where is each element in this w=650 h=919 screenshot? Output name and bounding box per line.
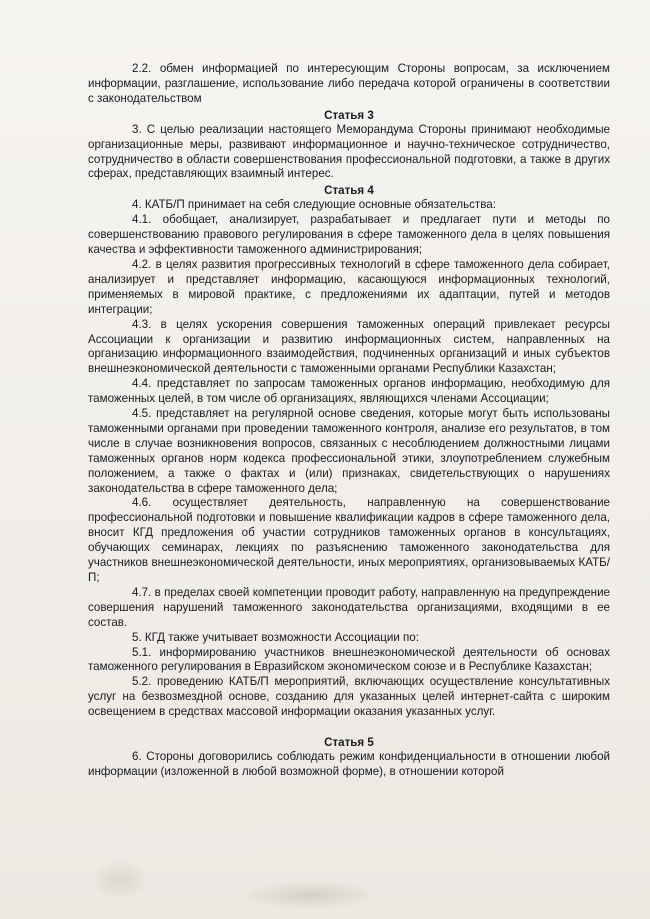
paragraph-4-6: 4.6. осуществляет деятельность, направленную на совершенствование профессиональной подготовки и повышение квалификации кадров в сфере таможенного дела, вносит КГД предложения об участии сотрудников таможенных органов в консультациях, обучающих семинарах, лекциях по разъяснению таможенного законодательства для участников внешнеэкономической деятельности, иных мероприятиях, организовываемых КАТБ/П;	[88, 496, 610, 584]
paragraph-4-1: 4.1. обобщает, анализирует, разрабатывает и предлагает пути и методы по совершенствованию правового регулирования в сфере таможенного дела в целях повышения качества и эффективности таможенного администрирования;	[88, 213, 610, 257]
heading-article-4: Статья 4	[324, 184, 374, 198]
paragraph-4-2: 4.2. в целях развития прогрессивных технологий в сфере таможенного дела собирает, анализирует и представляет информацию, касающуюся информационных технологий, применяемых в мировой практике, с предложениями их адаптации, путей и методов интеграции;	[88, 257, 610, 316]
paper-stain	[90, 860, 150, 900]
paragraph-6: 6. Стороны договорились соблюдать режим конфиденциальности в отношении любой информации (изложенной в любой возможной форме), в отношении которой	[88, 750, 610, 778]
paragraph-4-3: 4.3. в целях ускорения совершения таможенных операций привлекает ресурсы Ассоциации к организации и развитию информационных систем, направленных на организацию информационного взаимодействия, подчиненных организаций и иных субъектов внешнеэкономической деятельности с таможенными органами Республики Казахстан;	[88, 317, 610, 376]
heading-article-3: Статья 3	[324, 108, 374, 122]
paragraph-3: 3. С целью реализации настоящего Меморандума Стороны принимают необходимые организационные меры, развивают информационное и научно-техническое сотрудничество, сотрудничество в области совершенствования профессиональной подготовки, а также в других сферах, представляющих взаимный интерес.	[88, 122, 610, 181]
paragraph-5-2: 5.2. проведению КАТБ/П мероприятий, включающих осуществление консультативных услуг на безвозмездной основе, созданию для указанных целей интернет-сайта с широким освещением в средствах массовой информации оказания указанных услуг.	[88, 675, 610, 719]
paragraph-4-7: 4.7. в пределах своей компетенции проводит работу, направленную на предупреждение совершения нарушений таможенного законодательства организациями, входящими в ее состав.	[88, 585, 610, 629]
paragraph-4-4: 4.4. представляет по запросам таможенных органов информацию, необходимую для таможенных целей, в том числе об организациях, являющихся членами Ассоциации;	[88, 377, 610, 406]
paragraph-5-1: 5.1. информированию участников внешнеэкономической деятельности об основах таможенного регулирования в Евразийском экономическом союзе и в Республике Казахстан;	[88, 645, 610, 674]
heading-article-5: Статья 5	[324, 736, 374, 750]
paragraph-2-2: 2.2. обмен информацией по интересующим Стороны вопросам, за исключением информации, разглашение, использование либо передача которой ограничены в соответствии с законодательством	[88, 62, 610, 105]
paper-stain	[240, 880, 380, 910]
paragraph-5: 5. КГД также учитывает возможности Ассоциации по:	[132, 630, 419, 644]
paragraph-4: 4. КАТБ/П принимает на себя следующие основные обязательства:	[132, 198, 496, 212]
spacer	[88, 720, 610, 734]
paragraph-4-5: 4.5. представляет на регулярной основе сведения, которые могут быть использованы таможенными органами при проведении таможенного контроля, анализе его результатов, в том числе в случае возникновения вопросов, связанных с несоблюдением должностными лицами таможенных органов норм кодекса профессиональной этики, злоупотреблением служебным положением, а также о фактах и (или) признаках, свидетельствующих о нарушениях законодательства в сфере таможенного дела;	[88, 407, 610, 495]
